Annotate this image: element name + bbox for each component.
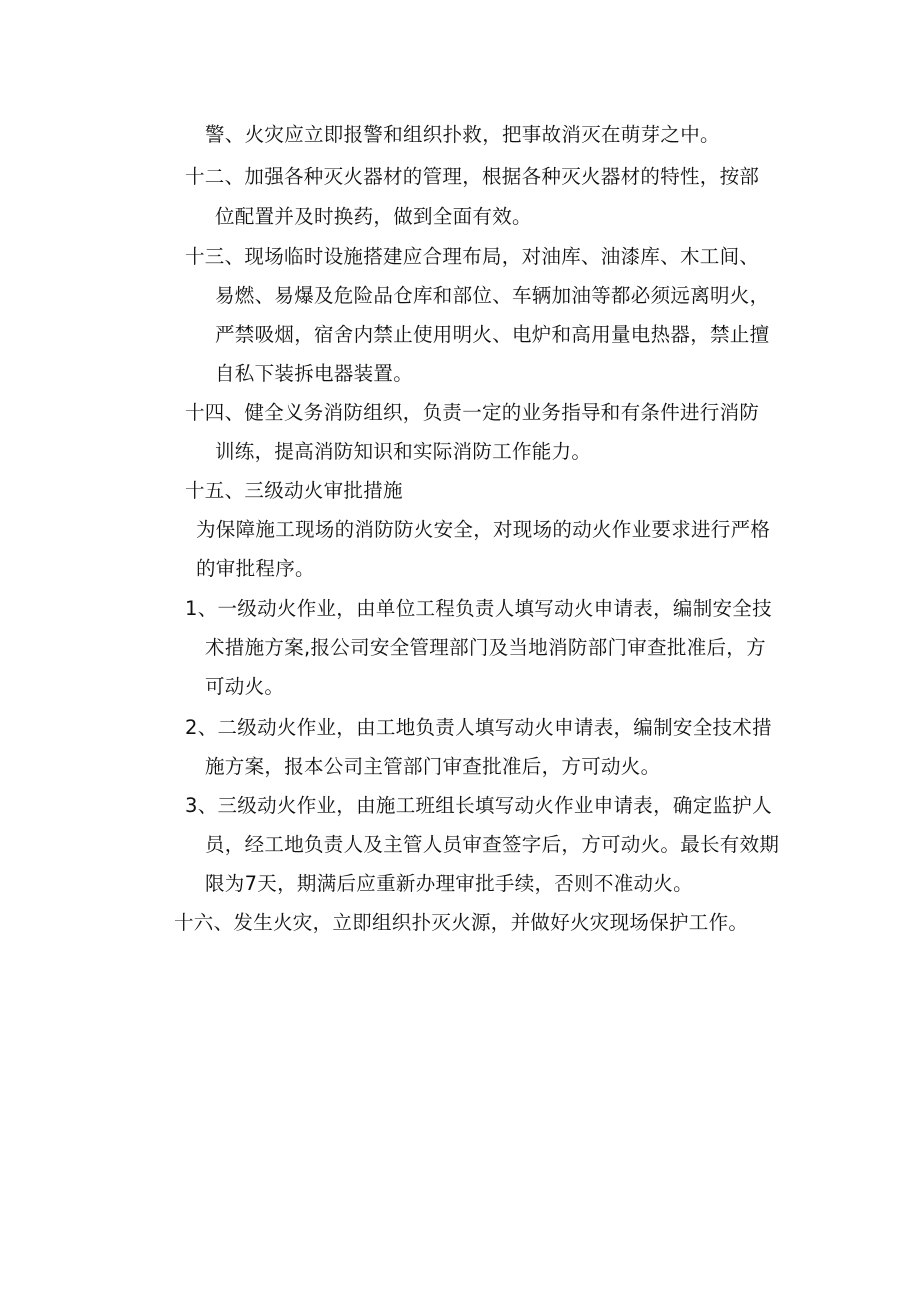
text-line-5: 易燃、易爆及危险品仓库和部位、车辆加油等都必须远离明火， [215, 284, 770, 307]
text-line-1: 警、火灾应立即报警和组织扑救，把事故消灭在萌芽之中。 [205, 123, 720, 146]
text-line-16: 2、二级动火作业，由工地负责人填写动火申请表，编制安全技术措 [185, 716, 772, 739]
text-line-20: 限为7天，期满后应重新办理审批手续，否则不准动火。 [205, 872, 693, 895]
text-line-7: 自私下装拆电器装置。 [215, 362, 414, 385]
text-line-14: 术措施方案,报公司安全管理部门及当地消防部门审查批准后，方 [205, 636, 766, 659]
text-line-15: 可动火。 [205, 675, 285, 698]
text-line-10: 十五、三级动火审批措施 [185, 479, 403, 502]
text-line-13: 1、一级动火作业，由单位工程负责人填写动火申请表，编制安全技 [185, 597, 772, 620]
text-line-6: 严禁吸烟，宿舍内禁止使用明火、电炉和高用量电热器，禁止擅 [215, 323, 770, 346]
text-line-8: 十四、健全义务消防组织，负责一定的业务指导和有条件进行消防 [185, 401, 760, 424]
text-line-9: 训练，提高消防知识和实际消防工作能力。 [215, 440, 592, 463]
text-line-19: 员，经工地负责人及主管人员审查签字后，方可动火。最长有效期 [205, 833, 780, 856]
text-line-2: 十二、加强各种灭火器材的管理，根据各种灭火器材的特性，按部 [185, 165, 760, 188]
text-line-18: 3、三级动火作业，由施工班组长填写动火作业申请表，确定监护人 [185, 794, 772, 817]
text-line-4: 十三、现场临时设施搭建应合理布局，对油库、油漆库、木工间、 [185, 245, 760, 268]
text-line-3: 位配置并及时换药，做到全面有效。 [215, 205, 532, 228]
text-line-21: 十六、发生火灾，立即组织扑灭火源，并做好火灾现场保护工作。 [174, 911, 749, 934]
text-line-11: 为保障施工现场的消防防火安全，对现场的动火作业要求进行严格 [196, 518, 771, 541]
text-line-17: 施方案，报本公司主管部门审查批准后，方可动火。 [205, 755, 661, 778]
text-line-12: 的审批程序。 [196, 557, 315, 580]
